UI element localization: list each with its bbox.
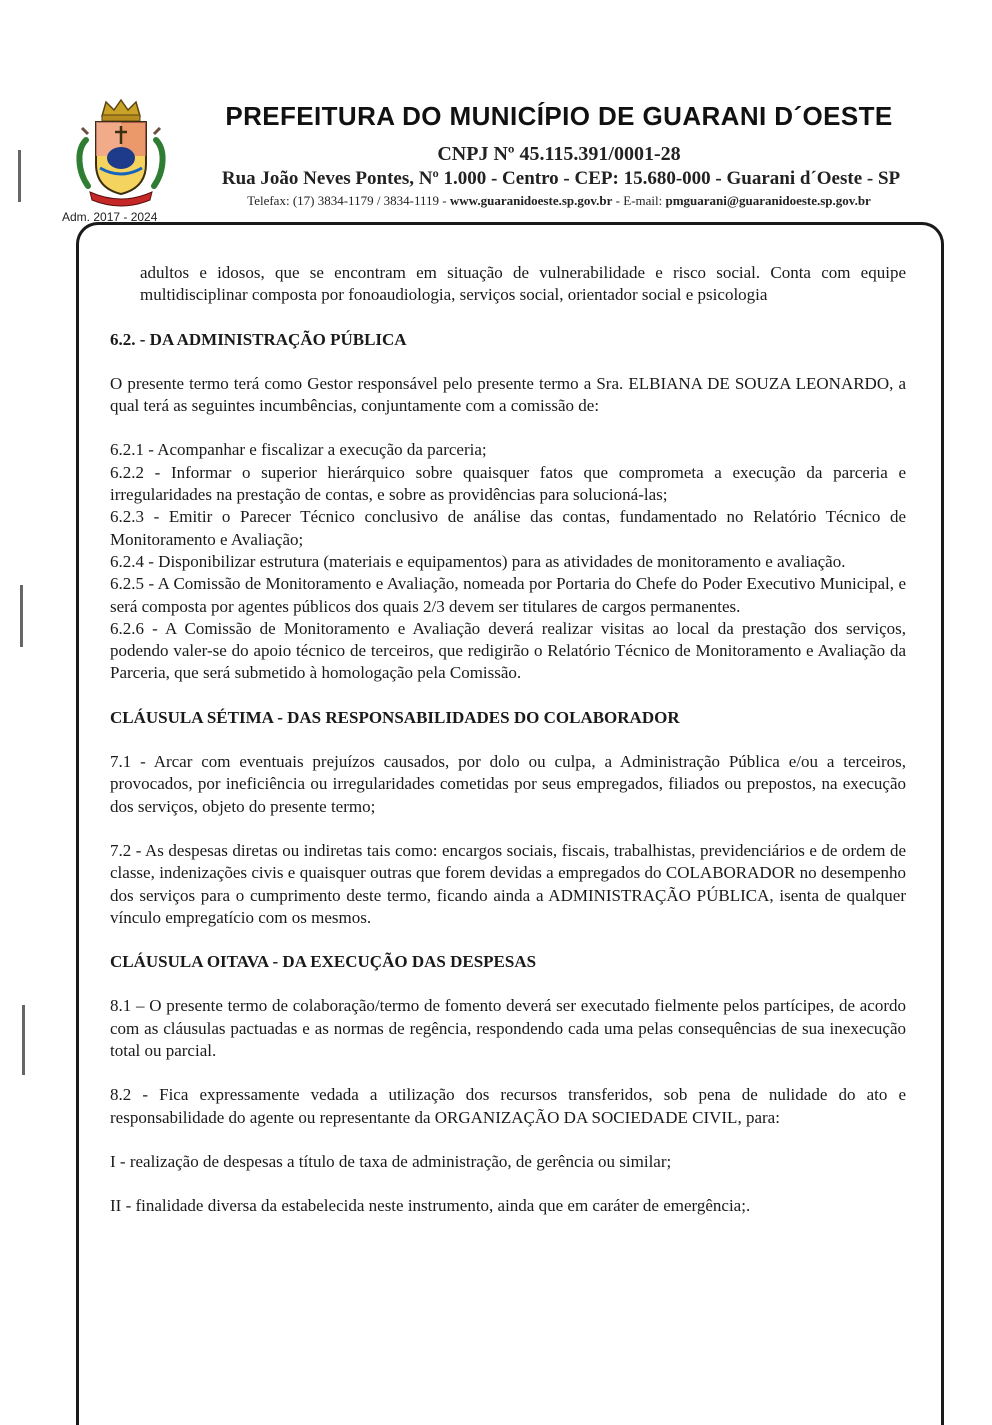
clause-7-heading: CLÁUSULA SÉTIMA - DAS RESPONSABILIDADES DO COLABORADOR	[110, 707, 680, 727]
contact-line	[182, 193, 936, 209]
clause-8-heading: CLÁUSULA OITAVA - DA EXECUÇÃO DAS DESPESAS	[110, 952, 537, 972]
item-6-2-6: 6.2.6 - A Comissão de Monitoramento e Avaliação deverá realizar visitas ao local da prestação dos serviços, podendo valer-se do apoio técnico de terceiros, que redigirão o Relatório Técnico de Monitoramento e Avaliação da Parceria, que será submetido à homologação pela Comissão.	[110, 618, 906, 683]
section-heading-6-2: 6.2. - DA ADMINISTRAÇÃO PÚBLICA	[110, 329, 407, 349]
clause-7-1: 7.1 - Arcar com eventuais prejuízos causados, por dolo ou culpa, a Administração Pública e/ou a terceiros, provocados, por ineficiência ou irregularidades cometidas por seus empregados, filiados ou prepostos, na execução dos serviços, objeto do presente termo;	[110, 752, 906, 816]
item-6-2-4: 6.2.4 - Disponibilizar estrutura (materiais e equipamentos) para as atividades de monitoramento e avaliação.	[110, 551, 846, 571]
item-ii: II - finalidade diversa da estabelecida neste instrumento, ainda que em caráter de emergência;.	[110, 1196, 751, 1216]
cnpj-number: CNPJ Nº 45.115.391/0001-28	[437, 143, 681, 165]
page-title: PREFEITURA DO MUNICÍPIO DE GUARANI D´OESTE	[225, 101, 893, 131]
scan-mark	[18, 150, 21, 202]
clause-8-1: 8.1 – O presente termo de colaboração/termo de fomento deverá ser executado fielmente pelos partícipes, de acordo com as cláusulas pactuadas e as normas de regência, respondendo cada uma pelas consequências de sua inexecução total ou parcial.	[110, 996, 906, 1061]
item-6-2-3: 6.2.3 - Emitir o Parecer Técnico conclusivo de análise das contas, fundamentado no Relatório Técnico de Monitoramento e Avaliação;	[110, 507, 906, 549]
scan-mark	[22, 1005, 25, 1075]
phone-text: Telefax: (17) 3834-1179 / 3834-1119 -	[247, 193, 450, 208]
administration-period: Adm. 2017 - 2024	[62, 210, 158, 224]
email-label: - E-mail:	[612, 193, 666, 208]
address-line: Rua João Neves Pontes, Nº 1.000 - Centro - CEP: 15.680-000 - Guarani d´Oeste - SP	[221, 168, 901, 189]
item-6-2-1: 6.2.1 - Acompanhar e fiscalizar a execução da parceria;	[110, 440, 487, 460]
item-6-2-2: 6.2.2 - Informar o superior hierárquico sobre quaisquer fatos que comprometa a execução da parceria e irregularidades na prestação de contas, e sobre as providências para solucioná-las;	[110, 462, 906, 505]
item-i: I - realização de despesas a título de taxa de administração, de gerência ou similar;	[110, 1151, 672, 1171]
document-body	[110, 262, 906, 1218]
clause-7-2: 7.2 - As despesas diretas ou indiretas tais como: encargos sociais, fiscais, trabalhistas, previdenciários e de ordem de classe, indenizações civis e quaisquer outras que forem devidas a empregados do COLABORADOR no desempenho dos serviços para o cumprimento deste termo, ficando ainda a ADMINISTRAÇÃO PÚBLICA, isenta de qualquer vínculo empregatício com os mesmos.	[110, 840, 906, 927]
scan-mark	[20, 585, 23, 647]
item-6-2-5: 6.2.5 - A Comissão de Monitoramento e Avaliação, nomeada por Portaria do Chefe do Poder Executivo Municipal, e será composta por agentes públicos dos quais 2/3 devem ser titulares de cargos permanentes.	[110, 574, 906, 616]
email-link[interactable]: pmguarani@guaranidoeste.sp.gov.br	[665, 193, 871, 208]
municipal-coat-of-arms-icon	[72, 98, 170, 210]
clause-8-2: 8.2 - Fica expressamente vedada a utilização dos recursos transferidos, sob pena de nulidade do ato e responsabilidade do agente ou representante da ORGANIZAÇÃO DA SOCIEDADE CIVIL, para:	[110, 1085, 906, 1127]
website-link[interactable]: www.guaranidoeste.sp.gov.br	[449, 193, 613, 208]
section-6-2-text: O presente termo terá como Gestor responsável pelo presente termo a Sra. ELBIANA DE SOUZA LEONARDO, a qual terá as seguintes incumbências, conjuntamente com a comissão de:	[110, 373, 906, 416]
intro-paragraph: adultos e idosos, que se encontram em situação de vulnerabilidade e risco social. Conta com equipe multidisciplinar composta por fonoaudiologia, serviços social, orientador social e psicologia	[140, 263, 906, 305]
